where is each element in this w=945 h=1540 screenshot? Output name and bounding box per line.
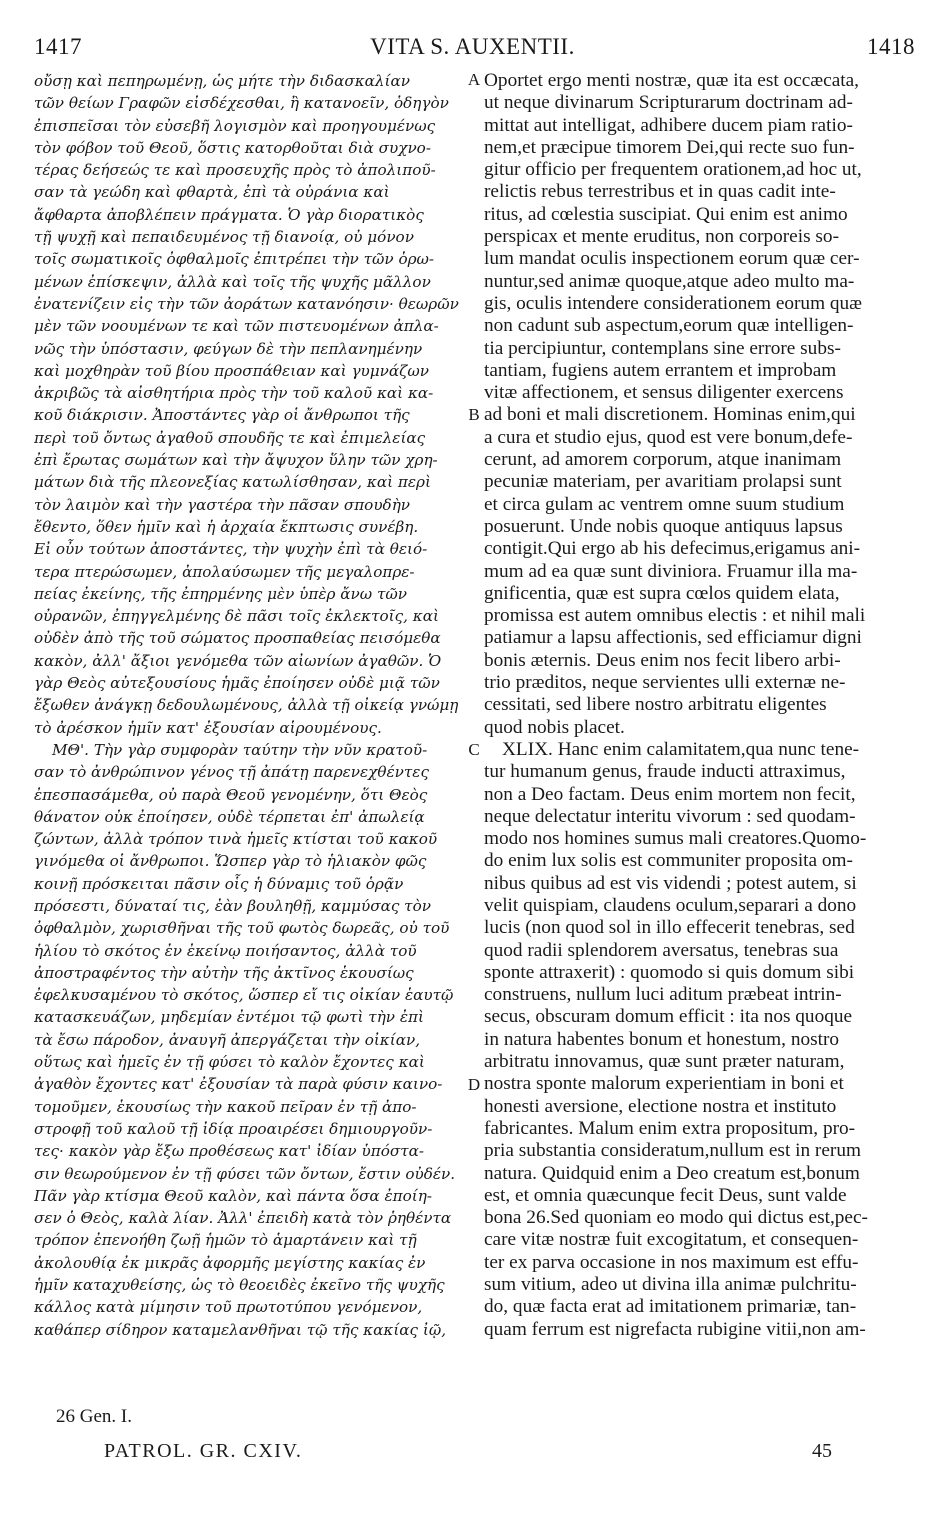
text-line: ὀφθαλμὸν, χωρισθῆναι τῆς τοῦ φωτὸς δωρεᾶς, οὐ τοῦ xyxy=(34,919,450,938)
text-line: ἐπισπεῖσαι τὸν εὐσεβῆ λογισμὸν καὶ προηγουμένως xyxy=(34,116,436,135)
text-line: XLIX. Hanc enim calamitatem,qua nunc tene- xyxy=(502,738,860,760)
latin-column xyxy=(484,70,922,1400)
text-line: do enim lux solis est communiter proposita om- xyxy=(484,850,853,872)
text-line: a cura et studio ejus, quod est vere bonum,defe- xyxy=(484,426,853,448)
text-line: tia percipiuntur, contemplans sine errore subs- xyxy=(484,337,841,359)
section-marker-c: C xyxy=(468,740,480,759)
text-line: sum vitium, adeo ut divina illa animæ pulchritu- xyxy=(484,1274,857,1296)
running-header xyxy=(30,28,915,62)
text-line: νῶς τὴν ὑπόστασιν, φεύγων δὲ τὴν πεπλανημένην xyxy=(34,339,423,358)
footer-volume: PATROL. GR. CXIV. xyxy=(104,1440,303,1462)
text-line: quod nobis placet. xyxy=(484,716,625,738)
text-line: σεν ὁ Θεὸς, καλὰ λίαν. Ἀλλ' ἐπειδὴ κατὰ τὸν ῥηθέντα xyxy=(34,1209,452,1228)
text-line: τὸ ἀρέσκον ἡμῖν κατ' ἐξουσίαν αἱρουμένους. xyxy=(34,718,382,737)
text-line: cerunt, ad amorem corporum, atque inanimam xyxy=(484,449,842,471)
text-line: θάνατον οὐκ ἐποίησεν, οὐδὲ τέρπεται ἐπ' ἀπωλείᾳ xyxy=(34,807,425,826)
text-line: κατασκευάζων, μηδεμίαν ἐντέμοι τῷ φωτὶ τὴν ἐπὶ xyxy=(34,1008,424,1027)
text-line: perspicax et mente eruditus, non corporeis so- xyxy=(484,226,839,248)
text-line: οὐρανῶν, ἐπηγγελμένης δὲ πᾶσι τοῖς ἐκλεκτοῖς, καὶ xyxy=(34,607,439,626)
text-line: περὶ τοῦ ὄντως ἀγαθοῦ σπουδῆς τε καὶ ἐπιμελείας xyxy=(34,428,426,447)
text-line: relictis rebus terrestribus et in quas cadit inte- xyxy=(484,181,836,203)
text-line: ἀγαθὸν ἔχοντες κατ' ἐξουσίαν τὰ παρὰ φύσιν καινο- xyxy=(34,1075,443,1094)
text-line: ter ex parva occasione in nos maximum est effu- xyxy=(484,1251,859,1273)
text-line: ἄφθαρτα ἀποβλέπειν πράγματα. Ὁ γὰρ διορατικὸς xyxy=(34,205,424,224)
text-line: τοῖς σωματικοῖς ὀφθαλμοῖς ἐπιτρέπει τὴν τῶν ὁρω- xyxy=(34,250,435,269)
text-line: Πᾶν γὰρ κτίσμα Θεοῦ καλὸν, καὶ πάντα ὅσα ἐποίη- xyxy=(34,1186,432,1205)
text-line: ἡμῖν καταχυθείσης, ὡς τὸ θεοειδὲς ἐκεῖνο τῆς ψυχῆς xyxy=(34,1276,445,1295)
text-line: ritus, ad cœlestia suscipiat. Qui enim est animo xyxy=(484,203,848,225)
text-line: τρόπον ἐπενοήθη ζωῇ ἡμῶν τὸ ἁμαρτάνειν καὶ τῇ xyxy=(34,1231,417,1250)
text-line: cessitati, sed libere nostro arbitratu eligentes xyxy=(484,694,827,716)
text-line: ΜΘ'. Τὴν γὰρ συμφορὰν ταύτην τὴν νῦν κρατοῦ- xyxy=(52,740,428,759)
text-line: lum mandat oculis inspectionem eorum quæ cer- xyxy=(484,248,860,270)
text-line: πείας ἐκείνης, τῆς ἐπηρμένης μὲν ὑπὲρ ἄνω τῶν xyxy=(34,584,407,603)
text-line: ut neque divinarum Scripturarum doctrinam ad- xyxy=(484,92,853,114)
text-line: ἐφελκυσαμένου τὸ σκότος, ὥσπερ εἴ τις οἰκίαν ἑαυτῷ xyxy=(34,986,454,1005)
section-marker-a: A xyxy=(467,70,481,89)
text-line: pria substantia consideratum,nullum est in rerum xyxy=(484,1140,861,1162)
text-line: gnificentia, quæ est supra cœlos quidem elata, xyxy=(484,582,840,604)
text-line: οὔσῃ καὶ πεπηρωμένῃ, ὡς μήτε τὴν διδασκαλίαν xyxy=(34,72,410,90)
text-line: τῇ ψυχῇ καὶ πεπαιδευμένος τῇ διανοίᾳ, οὐ μόνον xyxy=(34,228,414,247)
text-line: ἐπεσπασάμεθα, οὐ παρὰ Θεοῦ γενομένην, ὅτι Θεὸς xyxy=(34,785,428,804)
text-line: μάτων διὰ τῆς πλεονεξίας κατωλίσθησαν, καὶ περὶ xyxy=(34,473,431,492)
text-line: tur humanum genus, fraude inducti attraximus, xyxy=(484,761,846,783)
text-line: ἔξωθεν ἀνάγκῃ δεδουλωμένους, ἀλλὰ τῇ οἰκείᾳ γνώμῃ xyxy=(34,696,459,715)
text-line: est, et omnia quæcunque fecit Deus, sunt valde xyxy=(484,1184,847,1206)
text-line: τῶν θείων Γραφῶν εἰσδέχεσθαι, ἢ κατανοεῖν, ὁδηγὸν xyxy=(34,94,449,113)
text-line: nostra sponte malorum experientiam in boni et xyxy=(484,1073,844,1095)
text-line: Oportet ergo menti nostræ, quæ ita est occæcata, xyxy=(484,70,860,91)
text-line: ζώντων, ἀλλὰ τρόπον τινὰ ἡμεῖς κτίσται τοῦ κακοῦ xyxy=(34,830,438,849)
text-line: καθάπερ σίδηρον καταμελανθῆναι τῷ τῆς κακίας ἰῷ, xyxy=(34,1320,447,1339)
running-title: VITA S. AUXENTII. xyxy=(370,34,575,59)
text-line: in natura habentes bonum et honestum, nostro xyxy=(484,1028,840,1050)
text-line: secus, obscuram domum efficit : ita nos quoque xyxy=(484,1006,853,1028)
text-line: bona 26.Sed quoniam eo modo qui dictus est,pec- xyxy=(484,1207,868,1229)
text-line: gis, oculis intendere considerationem eorum quæ xyxy=(484,292,863,314)
text-line: τες· κακὸν γὰρ ἔξω προθέσεως κατ' ἰδίαν ὑπόστα- xyxy=(34,1142,424,1161)
text-line: nuntur,sed animæ quoque,atque adeo multo ma- xyxy=(484,270,855,292)
text-line: κοινῇ πρόσκειται πᾶσιν οἷς ἡ δύναμις τοῦ ὁρᾷν xyxy=(34,874,404,893)
text-line: οὕτως καὶ ἡμεῖς ἐν τῇ φύσει τὸ καλὸν ἔχοντες καὶ xyxy=(34,1053,425,1072)
text-line: οὐδὲν ἀπὸ τῆς τοῦ σώματος προσπαθείας πεισόμεθα xyxy=(34,629,441,648)
text-line: nem,et præcipue timorem Dei,qui recte suo fun- xyxy=(484,136,855,158)
text-line: ad boni et mali discretionem. Hominas enim,qui xyxy=(484,404,856,426)
text-line: μένων ἐπίσκεψιν, ἀλλὰ καὶ τοῖς τῆς ψυχῆς μᾶλλον xyxy=(34,272,431,291)
text-line: σαν τὰ γεώδη καὶ φθαρτὰ, ἐπὶ τὰ οὐράνια καὶ xyxy=(34,183,390,202)
section-marker-b: B xyxy=(468,405,480,424)
text-line: ἀποστραφέντος τὴν αὐτὴν τῆς ἀκτῖνος ἑκουσίως xyxy=(34,963,414,982)
text-line: modo nos homines sumus mali creatores.Quomo- xyxy=(484,828,867,850)
text-line: ἔθεντο, ὅθεν ἡμῖν καὶ ἡ ἀρχαία ἔκπτωσις συνέβη. xyxy=(34,517,419,536)
text-line: pecuniæ materiam, per avaritiam prolapsi sunt xyxy=(484,471,842,493)
text-line: ἀκριβῶς τὰ αἰσθητήρια πρὸς τὴν τοῦ καλοῦ καὶ κα- xyxy=(34,384,434,403)
text-line: ἀκολουθίᾳ ἐκ μικρᾶς ἀφορμῆς μεγίστης κακίας ἐν xyxy=(34,1253,426,1272)
text-line: neque delectatur interitu vivorum : sed quodam- xyxy=(484,805,856,827)
section-marker-d: D xyxy=(467,1075,481,1094)
text-line: τομοῦμεν, ἑκουσίως τὴν κακοῦ πεῖραν ἐν τῇ ἀπο- xyxy=(34,1097,417,1116)
text-line: σαν τὸ ἀνθρώπινον γένος τῇ ἀπάτῃ παρενεχθέντες xyxy=(34,763,429,782)
text-line: γινόμεθα οἱ ἄνθρωποι. Ὥσπερ γὰρ τὸ ἡλιακὸν φῶς xyxy=(34,852,427,871)
text-line: τὰ ἔσω πάροδον, ἀναυγῆ ἀπεργάζεται τὴν οἰκίαν, xyxy=(34,1030,421,1049)
text-line: natura. Quidquid enim a Deo creatum est,bonum xyxy=(484,1162,860,1184)
text-line: care vitæ nostræ fuit excogitatum, et consequen- xyxy=(484,1229,859,1251)
text-line: fabricantes. Malum enim extra propositum, pro- xyxy=(484,1117,856,1139)
text-line: καὶ μοχθηρὰν τοῦ βίου προσπάθειαν καὶ γυμνάζων xyxy=(34,361,429,380)
footer-page-number: 45 xyxy=(812,1440,832,1462)
text-line: contigit.Qui ergo ab his defecimus,erigamus ani- xyxy=(484,538,861,560)
text-line: τέρας δεήσεώς τε καὶ προσευχῆς πρὸς τὸ ἀπολιποῦ- xyxy=(34,161,436,180)
text-line: τὸν λαιμὸν καὶ τὴν γαστέρα τὴν πᾶσαν σπουδὴν xyxy=(34,495,411,514)
text-line: tantiam, fugiens autem errantem et improbam xyxy=(484,359,837,381)
text-line: quam ferrum est nigrefacta rubigine vitii,non am- xyxy=(484,1318,866,1340)
text-line: ἡλίου τὸ σκότος ἐν ἐκείνῳ ποιήσαντος, ἀλλὰ τοῦ xyxy=(34,941,417,960)
text-line: promissa est autem omnibus electis : et nihil mali xyxy=(484,605,866,627)
text-line: mittat aut intelligat, adhibere ducem piam ratio- xyxy=(484,114,853,136)
text-line: κάλλος κατὰ μίμησιν τοῦ πρωτοτύπου γενόμενον, xyxy=(34,1298,423,1317)
footnote: 26 Gen. I. xyxy=(56,1406,132,1427)
text-line: construens, nullum luci aditum præbeat intrin- xyxy=(484,984,842,1006)
text-line: πρόσεστι, δύναταί τις, ἐὰν βουληθῇ, καμμύσας τὸν xyxy=(34,896,431,915)
text-line: στροφῇ τοῦ καλοῦ τῇ ἰδίᾳ προαιρέσει δημιουργοῦν- xyxy=(34,1119,433,1138)
text-line: honesti aversione, electione nostra et instituto xyxy=(484,1095,837,1117)
greek-column xyxy=(34,70,464,1400)
text-line: velit quispiam, claudens oculum,separari a dono xyxy=(484,894,857,916)
text-line: bonis æternis. Deus enim nos fecit libero arbi- xyxy=(484,649,841,671)
text-line: γὰρ Θεὸς αὐτεξουσίους ἡμᾶς ἐποίησεν οὐδὲ μιᾷ τῶν xyxy=(34,674,440,693)
text-line: σιν θεωρούμενον ἐν τῇ φύσει τῶν ὄντων, ἔστιν οὐδέν. xyxy=(34,1164,456,1183)
text-line: trio præditos, neque servientes ulli externæ ne- xyxy=(484,672,846,694)
text-line: et circa gulam ac ventrem omne suum studium xyxy=(484,493,845,515)
column-number-right: 1418 xyxy=(867,34,915,59)
text-line: gitur officio per frequentem orationem,ad hoc ut, xyxy=(484,159,862,181)
text-line: non a Deo factam. Deus enim mortem non fecit, xyxy=(484,783,856,805)
text-line: lucis (non quod sol in illo effecerit tenebras, sed xyxy=(484,917,855,939)
text-line: sponte attraxerit) : quomodo si quis domum sibi xyxy=(484,961,855,983)
text-line: non cadunt sub aspectum,eorum quæ intelligen- xyxy=(484,315,854,337)
text-line: posuerunt. Unde nobis quoque antiquus lapsus xyxy=(484,515,843,537)
text-line: τὸν φόβον τοῦ Θεοῦ, ὅστις κατορθοῦται διὰ συχνο- xyxy=(34,138,431,157)
text-line: μὲν τῶν νοουμένων τε καὶ τῶν πιστευομένων ἀπλα- xyxy=(34,317,439,336)
text-line: vitæ affectionem, et sensus diligenter exercens xyxy=(484,382,844,404)
text-line: nibus quibus ad est vis videndi ; potest autem, si xyxy=(484,872,857,894)
text-line: mum ad ea quæ sunt diviniora. Fruamur illa ma- xyxy=(484,560,858,582)
column-number-left: 1417 xyxy=(34,34,82,59)
text-line: τερα πτερώσωμεν, ἀπολαύσωμεν τῆς μεγαλοπρε- xyxy=(34,562,415,581)
text-line: quod radii splendorem aversatus, tenebras sua xyxy=(484,939,839,961)
text-line: do, quæ facta erat ad imitationem primariæ, tan- xyxy=(484,1296,857,1318)
text-line: ἐπὶ ἔρωτας σωμάτων καὶ τὴν ἄψυχον ὕλην τῶν χρη- xyxy=(34,451,438,470)
text-line: patiamur a lapsu affectionis, sed efficiamur digni xyxy=(484,627,862,649)
text-line: ἐνατενίζειν εἰς τὴν τῶν ἀοράτων κατανόησιν· θεωρῶν xyxy=(34,294,459,313)
text-line: Εἰ οὖν τούτων ἀποστάντες, τὴν ψυχὴν ἐπὶ τὰ θειό- xyxy=(34,540,428,559)
text-line: κακὸν, ἀλλ' ἄξιοι γενόμεθα τῶν αἰωνίων ἀγαθῶν. Ὁ xyxy=(34,651,442,670)
text-line: arbitratu innovamus, quæ sunt præter naturam, xyxy=(484,1051,845,1073)
text-line: κοῦ διάκρισιν. Ἀποστάντες γὰρ οἱ ἄνθρωποι τῆς xyxy=(34,406,410,425)
